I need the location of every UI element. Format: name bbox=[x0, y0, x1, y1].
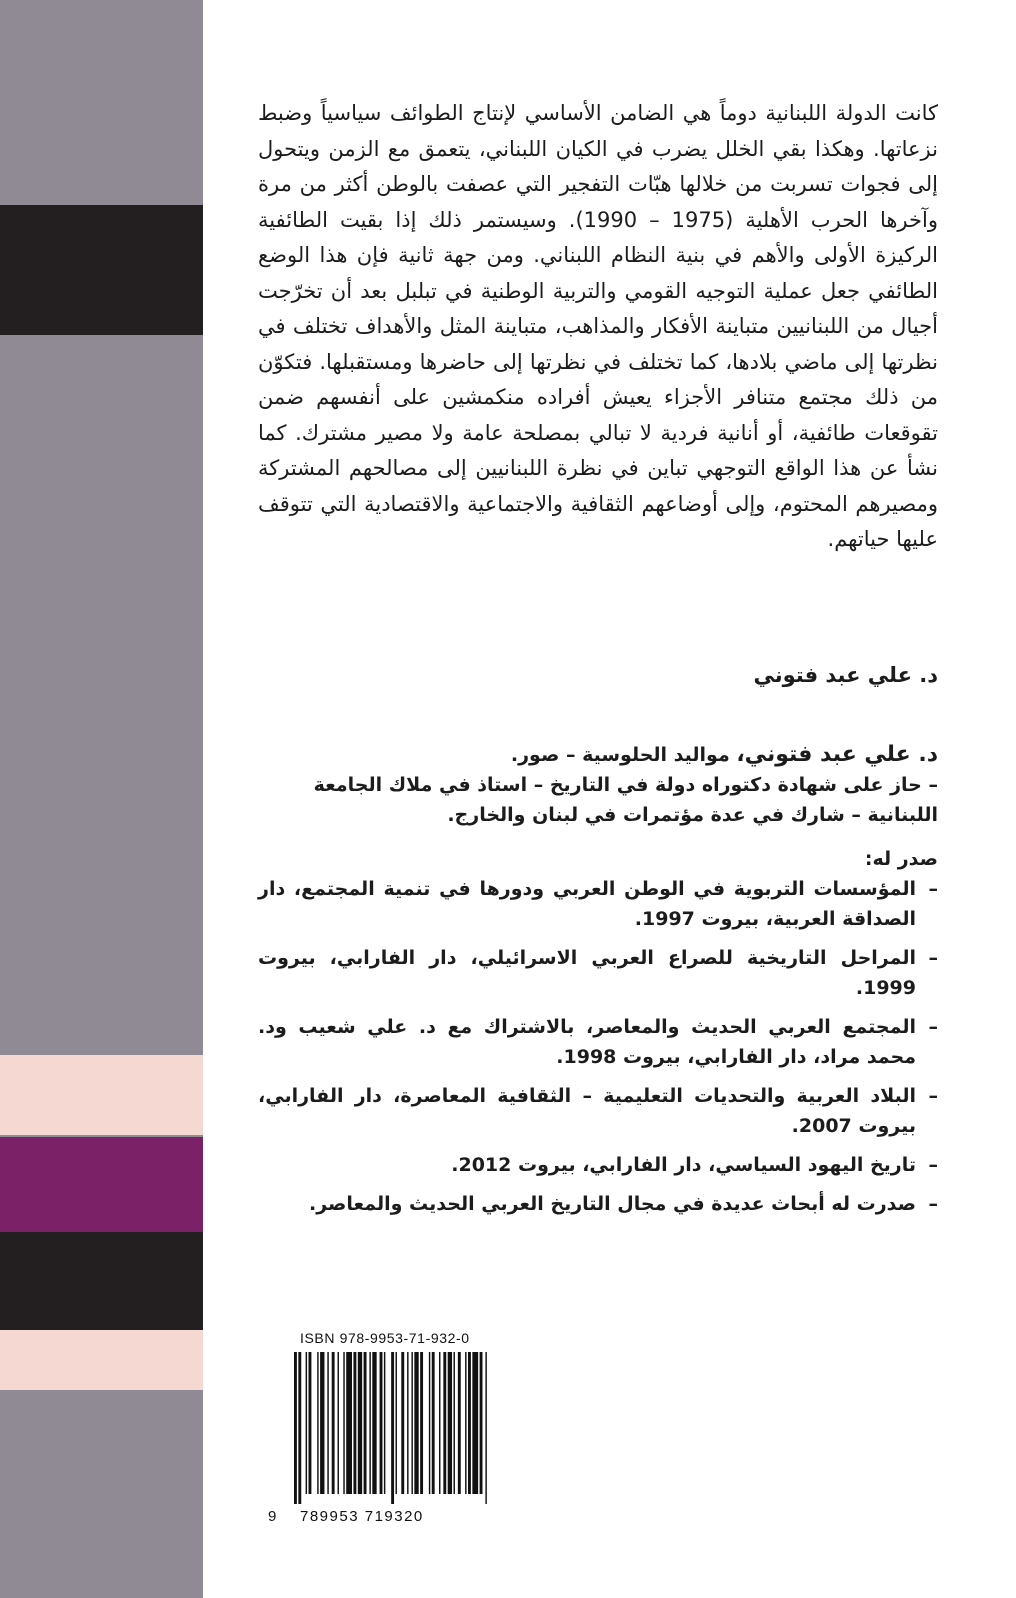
barcode-bar bbox=[369, 1352, 370, 1494]
publication-item: – المؤسسات التربوية في الوطن العربي ودورها في تنمية المجتمع، دار الصداقة العربية، بيروت 1997. bbox=[258, 874, 938, 934]
barcode-bar bbox=[364, 1352, 367, 1494]
barcode-bar bbox=[480, 1352, 483, 1494]
barcode-bar bbox=[396, 1352, 397, 1494]
black-stripe-top bbox=[0, 205, 203, 335]
publication-item: – صدرت له أبحاث عديدة في مجال التاريخ العربي الحديث والمعاصر. bbox=[258, 1189, 938, 1219]
author-birthplace: مواليد الحلوسية – صور. bbox=[510, 744, 737, 766]
barcode-bar bbox=[338, 1352, 339, 1494]
barcode-bar bbox=[353, 1352, 356, 1494]
barcode-bar bbox=[485, 1352, 486, 1504]
isbn-label: ISBN 978-9953-71-932-0 bbox=[300, 1330, 470, 1346]
barcode-bar bbox=[317, 1352, 318, 1494]
barcode-bar bbox=[384, 1352, 385, 1494]
barcode-bar bbox=[401, 1352, 404, 1494]
barcode-bar bbox=[309, 1352, 312, 1494]
publication-item: – تاريخ اليهود السياسي، دار الفارابي، بيروت 2012. bbox=[258, 1150, 938, 1180]
bio-degree-text: – حاز على شهادة دكتوراه دولة في التاريخ – استاذ في ملاك الجامعة bbox=[313, 774, 938, 796]
barcode-bar bbox=[454, 1352, 455, 1494]
ean-first-digit: 9 bbox=[268, 1508, 277, 1525]
black-stripe-bottom bbox=[0, 1232, 203, 1330]
barcode-bar bbox=[439, 1352, 440, 1494]
barcode-bar bbox=[411, 1352, 412, 1494]
pink-stripe-upper bbox=[0, 1055, 203, 1135]
blurb-signature: د. علي عبد فتوني bbox=[753, 663, 938, 687]
spine-panel bbox=[0, 0, 203, 1598]
barcode-bar bbox=[327, 1352, 328, 1494]
barcode-bar bbox=[332, 1352, 335, 1494]
barcode-bar bbox=[298, 1352, 301, 1504]
barcode-bar bbox=[407, 1352, 408, 1494]
author-bio bbox=[258, 740, 938, 1228]
barcode-bar bbox=[448, 1352, 452, 1494]
barcode-bar bbox=[372, 1352, 376, 1494]
barcode-bar bbox=[320, 1352, 324, 1494]
barcode-bar bbox=[472, 1352, 478, 1494]
author-name: د. علي عبد فتوني، bbox=[736, 742, 938, 767]
publications-heading: صدر له: bbox=[864, 848, 938, 870]
publications-list bbox=[258, 874, 938, 1219]
barcode-bar bbox=[343, 1352, 344, 1494]
barcode-bar bbox=[432, 1352, 435, 1494]
barcode-bar bbox=[465, 1352, 466, 1494]
barcode-bar bbox=[443, 1352, 446, 1494]
barcode-bar bbox=[294, 1352, 297, 1504]
barcode-bar bbox=[306, 1352, 307, 1494]
blurb-paragraph: كانت الدولة اللبنانية دوماً هي الضامن الأساسي لإنتاج الطوائف سياسياً وضبط نزعاتها. وهكذا بقي الخلل يضرب في الكيان اللبناني، يتعمق مع الزمن ويتحول إلى فجوات تسربت من خلالها هبّات التفجير التي عصفت بالوطن أكثر من مرة وآخرها الحرب الأهلية (1975 – 1990). وسيستمر ذلك إذا بقيت الطائفية الركيزة الأولى والأهم في بنية النظام اللبناني. ومن جهة ثانية فإن هذا الوضع الطائفي جعل عملية التوجيه القومي والتربية الوطنية في تبلبل بعد أن تخرّجت أجيال من اللبنانيين متباينة الأفكار والمذاهب، متباينة المثل والأهداف تختلف في نظرتها إلى ماضي بلادها، كما تختلف في نظرتها إلى حاضرها ومستقبلها. فتكوّن من ذلك مجتمع متنافر الأجزاء يعيش أفراده منكمشين على أنفسهم ضمن تقوقعات طائفية، أو أنانية فردية لا تبالي بمصلحة عامة ولا مصير مشترك. كما نشأ عن هذا الواقع التوجهي تباين في نظرة اللبنانيين إلى مصالحهم المشتركة ومصيرهم المحتوم، وإلى أوضاعهم الثقافية والاجتماعية والاقتصادية التي تتوقف عليها حياتهم. bbox=[258, 101, 938, 551]
barcode-bar bbox=[391, 1352, 394, 1504]
publication-item: – البلاد العربية والتحديات التعليمية – الثقافية المعاصرة، دار الفارابي، بيروت 2007. bbox=[258, 1081, 938, 1141]
isbn-barcode-block bbox=[262, 1330, 514, 1530]
bio-degree-line bbox=[258, 770, 938, 830]
magenta-stripe bbox=[0, 1137, 203, 1232]
barcode-bar bbox=[429, 1352, 430, 1494]
publication-item: – المراحل التاريخية للصراع العربي الاسرائيلي، دار الفارابي، بيروت 1999. bbox=[258, 943, 938, 1003]
pink-stripe-lower bbox=[0, 1330, 203, 1390]
barcode-bar bbox=[468, 1352, 471, 1494]
barcode-bar bbox=[420, 1352, 423, 1494]
bio-conferences-text: اللبنانية – شارك في عدة مؤتمرات في لبنان والخارج. bbox=[447, 804, 938, 826]
barcode-bar bbox=[358, 1352, 362, 1494]
bio-name-line bbox=[258, 740, 938, 770]
barcode-bar bbox=[458, 1352, 461, 1494]
publication-item: – المجتمع العربي الحديث والمعاصر، بالاشتراك مع د. علي شعيب ود. محمد مراد، دار الفارابي، بيروت 1998. bbox=[258, 1012, 938, 1072]
ean-digit-groups: 789953 719320 bbox=[300, 1508, 424, 1525]
barcode-image bbox=[294, 1352, 506, 1504]
barcode-bar bbox=[380, 1352, 383, 1494]
barcode-bar bbox=[414, 1352, 418, 1494]
barcode-bar bbox=[346, 1352, 352, 1494]
